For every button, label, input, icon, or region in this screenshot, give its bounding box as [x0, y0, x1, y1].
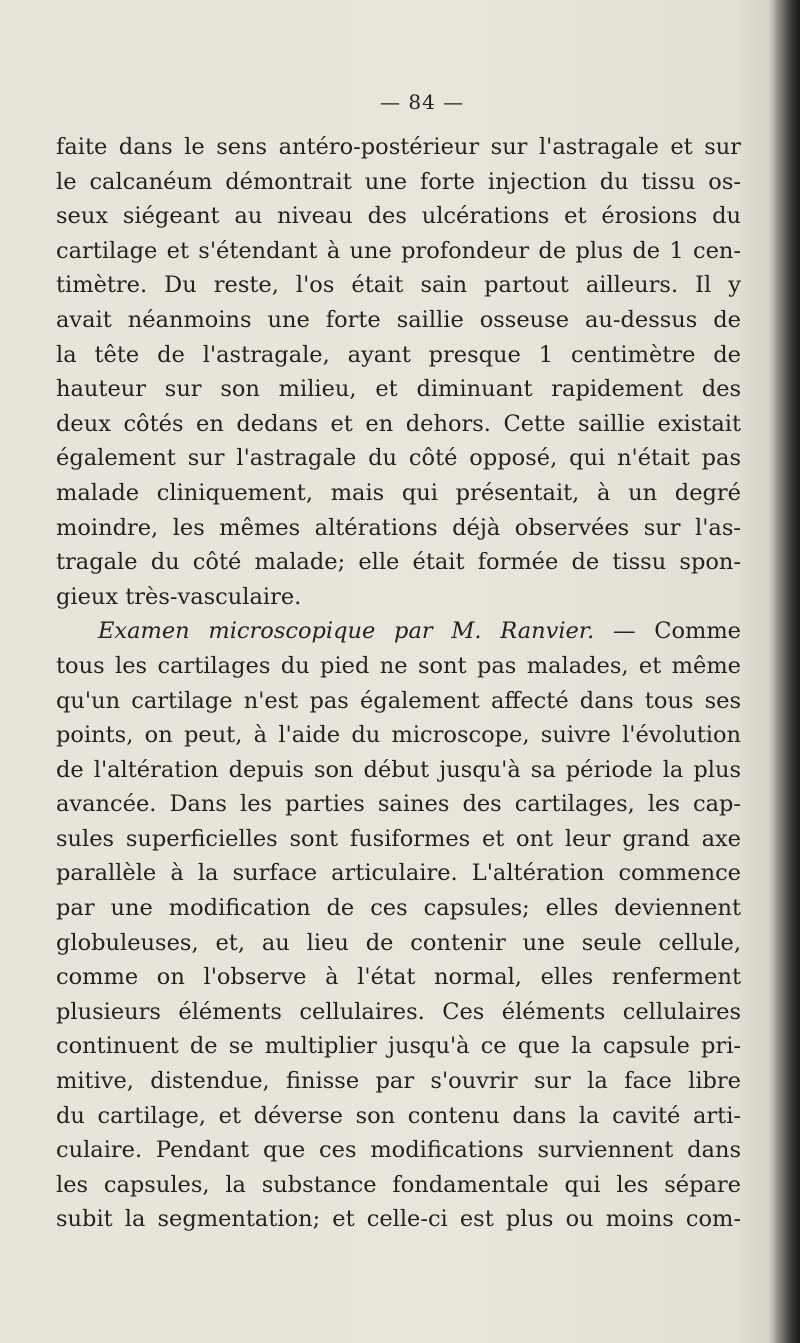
text-line: tous les cartilages du pied ne sont pas malades, et même — [56, 652, 741, 679]
text-line: points, on peut, à l'aide du microscope, suivre l'évolution — [56, 722, 741, 749]
text-line: deux côtés en dedans et en dehors. Cette saillie existait — [56, 410, 741, 437]
body-text — [56, 130, 741, 1237]
section-heading-line — [56, 614, 741, 649]
text-line: gieux très-vasculaire. — [56, 583, 302, 610]
text-line: avait néanmoins une forte saillie osseuse au-dessus de — [56, 306, 741, 333]
text-line: avancée. Dans les parties saines des cartilages, les cap- — [56, 791, 741, 818]
text-line: plusieurs éléments cellulaires. Ces éléments cellulaires — [56, 998, 741, 1025]
page-number: — 84 — — [380, 90, 465, 114]
text-line: culaire. Pendant que ces modifications surviennent dans — [56, 1137, 741, 1164]
text-line: la tête de l'astragale, ayant presque 1 centimètre de — [56, 341, 741, 368]
text-line: globuleuses, et, au lieu de contenir une seule cellule, — [56, 929, 741, 956]
text-line: faite dans le sens antéro-postérieur sur l'astragale et sur — [56, 134, 741, 160]
text-line: cartilage et s'étendant à une profondeur de plus de 1 cen- — [56, 237, 741, 264]
text-line: mitive, distendue, finisse par s'ouvrir sur la face libre — [56, 1068, 741, 1095]
text-line: tragale du côté malade; elle était formée de tissu spon- — [56, 549, 741, 576]
text-line: également sur l'astragale du côté opposé, qui n'était pas — [56, 445, 741, 472]
section-heading: Examen microscopique par M. Ranvier. — [98, 618, 595, 645]
text-line: par une modification de ces capsules; elles deviennent — [56, 895, 741, 922]
heading-tail: — Comme — [594, 618, 741, 645]
text-line: timètre. Du reste, l'os était sain partout ailleurs. Il y — [56, 272, 741, 299]
text-line: les capsules, la substance fondamentale qui les sépare — [56, 1171, 741, 1198]
text-line: subit la segmentation; et celle-ci est plus ou moins com- — [56, 1206, 741, 1233]
text-line: sules superficielles sont fusiformes et ont leur grand axe — [56, 825, 741, 852]
page-edge-shadow — [772, 0, 800, 1343]
text-line: continuent de se multiplier jusqu'à ce que la capsule pri- — [56, 1033, 741, 1060]
text-line: qu'un cartilage n'est pas également affecté dans tous ses — [56, 687, 741, 714]
text-line: malade cliniquement, mais qui présentait, à un degré — [56, 479, 741, 506]
text-line: de l'altération depuis son début jusqu'à sa période la plus — [56, 756, 741, 783]
paragraph-1 — [56, 130, 741, 614]
text-line: du cartilage, et déverse son contenu dans la cavité arti- — [56, 1102, 741, 1129]
paragraph-2 — [56, 614, 741, 1237]
text-line: hauteur sur son milieu, et diminuant rapidement des — [56, 376, 741, 403]
text-line: parallèle à la surface articulaire. L'altération commence — [56, 860, 741, 887]
text-line: comme on l'observe à l'état normal, elles renferment — [56, 964, 741, 991]
text-line: le calcanéum démontrait une forte injection du tissu os- — [56, 168, 741, 195]
text-line: moindre, les mêmes altérations déjà observées sur l'as- — [56, 514, 741, 541]
text-line: seux siégeant au niveau des ulcérations et érosions du — [56, 203, 741, 230]
